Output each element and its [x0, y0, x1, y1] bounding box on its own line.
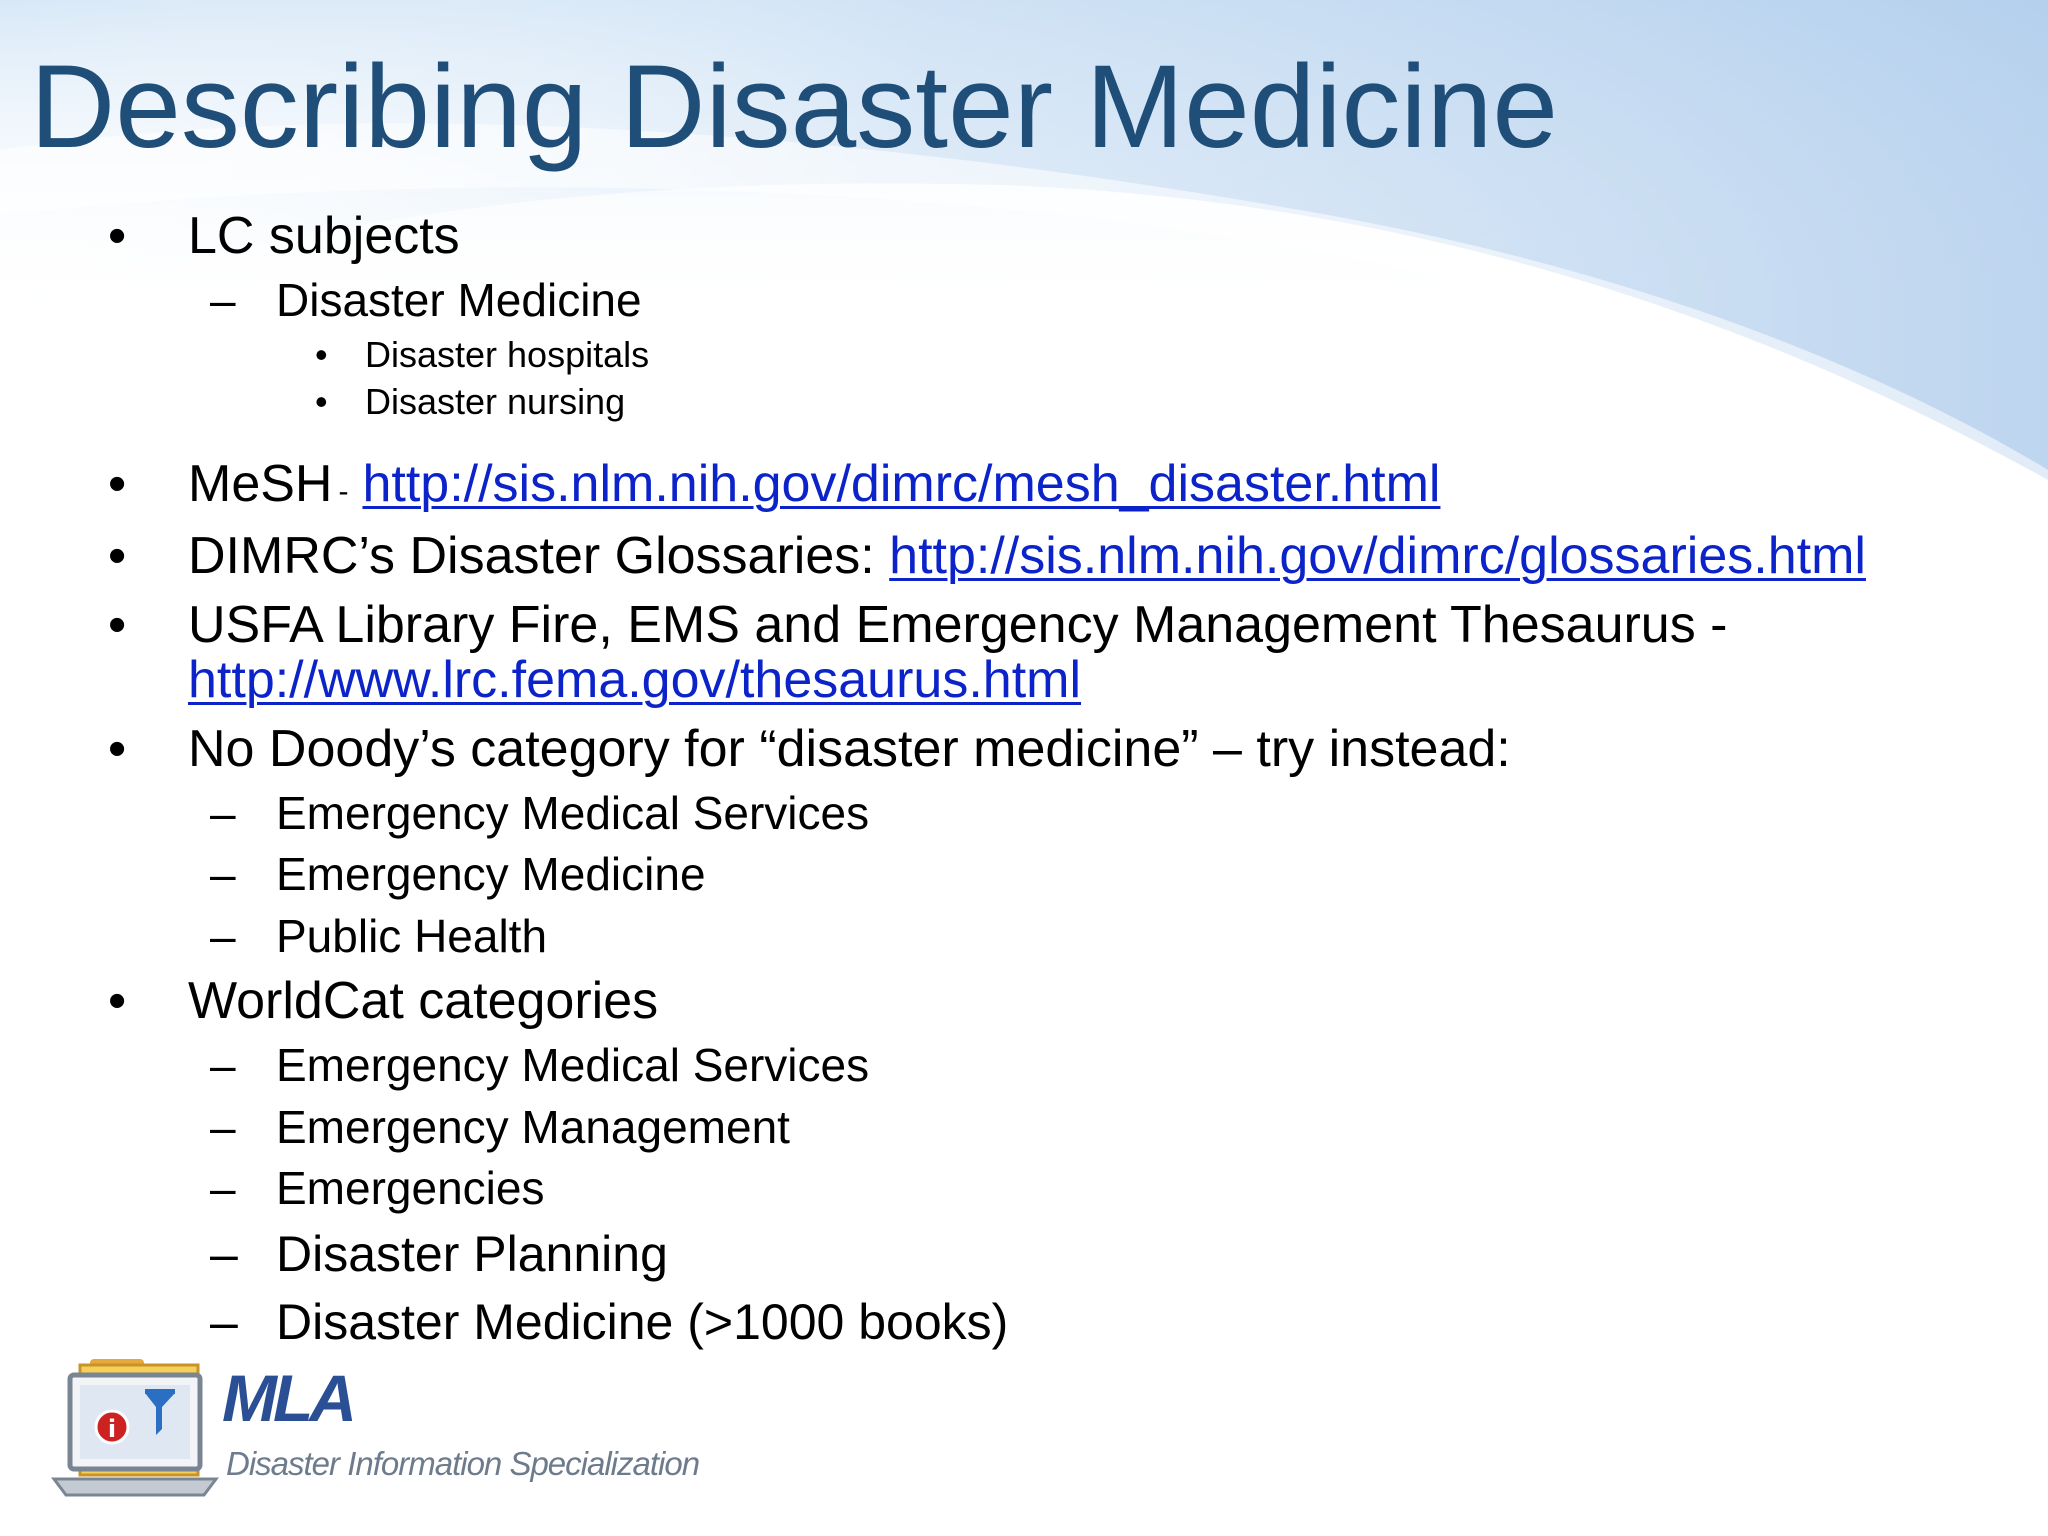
dash-marker: – — [210, 274, 236, 326]
bullet-marker: • — [108, 455, 127, 513]
doody-sub-item — [210, 787, 870, 840]
bullet-marker: • — [315, 334, 328, 375]
sub-sub-item-disaster-hospitals — [315, 334, 650, 375]
mesh-link[interactable]: http://sis.nlm.nih.gov/dimrc/mesh_disaster.html — [362, 455, 1441, 513]
bullet-marker: • — [108, 720, 127, 778]
logo-mla-text: MLA — [222, 1361, 353, 1435]
usfa-link-line — [188, 651, 1081, 711]
dash-marker: – — [210, 1039, 236, 1091]
sub-item-text: Disaster Medicine — [276, 274, 642, 326]
bullet-text: DIMRC’s Disaster Glossaries: — [188, 527, 890, 585]
dimrc-glossaries-link[interactable]: http://sis.nlm.nih.gov/dimrc/glossaries.html — [889, 527, 1866, 585]
laptop-folder-icon — [50, 1345, 220, 1515]
slide-title: Describing Disaster Medicine — [30, 41, 1559, 173]
info-badge-text: i — [107, 1415, 117, 1443]
worldcat-sub-item — [210, 1294, 1009, 1352]
doody-sub-item — [210, 910, 548, 963]
separator: - — [338, 475, 349, 508]
worldcat-sub-item — [210, 1039, 870, 1092]
sub-item-text: Emergency Medical Services — [276, 787, 870, 839]
worldcat-sub-item — [210, 1226, 668, 1284]
bullet-text: USFA Library Fire, EMS and Emergency Management Thesaurus - — [188, 596, 1728, 654]
dash-marker: – — [210, 848, 236, 900]
mla-logo — [50, 1345, 770, 1515]
bullet-text: MeSH — [188, 455, 333, 513]
bullet-text: LC subjects — [188, 207, 460, 265]
dash-marker: – — [210, 1294, 238, 1350]
dash-marker: – — [210, 1226, 238, 1282]
worldcat-sub-item — [210, 1101, 790, 1154]
bullet-dimrc-glossaries — [108, 527, 1866, 587]
sub-sub-item-disaster-nursing — [315, 381, 626, 422]
bullet-marker: • — [108, 972, 127, 1030]
bullet-marker: • — [315, 381, 328, 422]
doody-sub-item — [210, 848, 706, 901]
bullet-doody — [108, 720, 1511, 780]
bullet-mesh — [108, 455, 1441, 515]
bullet-marker: • — [108, 207, 127, 265]
bullet-text: No Doody’s category for “disaster medicine” – try instead: — [188, 720, 1511, 778]
worldcat-sub-item — [210, 1162, 545, 1215]
bullet-worldcat — [108, 972, 659, 1032]
sub-item-text: Disaster Planning — [276, 1226, 668, 1282]
bullet-marker: • — [108, 596, 127, 654]
sub-item-text: Disaster Medicine (>1000 books) — [276, 1294, 1009, 1350]
dash-marker: – — [210, 1162, 236, 1214]
bullet-marker: • — [108, 527, 127, 585]
logo-tagline: Disaster Information Specialization — [226, 1445, 700, 1482]
bullet-text: WorldCat categories — [188, 972, 659, 1030]
sub-item-text: Emergency Medicine — [276, 848, 706, 900]
dash-marker: – — [210, 1101, 236, 1153]
dash-marker: – — [210, 787, 236, 839]
sub-item-text: Public Health — [276, 910, 548, 962]
bullet-usfa-thesaurus — [108, 596, 1728, 656]
sub-item-text: Emergencies — [276, 1162, 545, 1214]
sub-item-text: Emergency Management — [276, 1101, 790, 1153]
sub-item-text: Emergency Medical Services — [276, 1039, 870, 1091]
sub-sub-item-text: Disaster nursing — [365, 381, 626, 422]
sub-sub-item-text: Disaster hospitals — [365, 334, 650, 375]
sub-item-disaster-medicine — [210, 274, 642, 327]
usfa-thesaurus-link[interactable]: http://www.lrc.fema.gov/thesaurus.html — [188, 651, 1082, 709]
bullet-lc-subjects — [108, 207, 460, 267]
dash-marker: – — [210, 910, 236, 962]
